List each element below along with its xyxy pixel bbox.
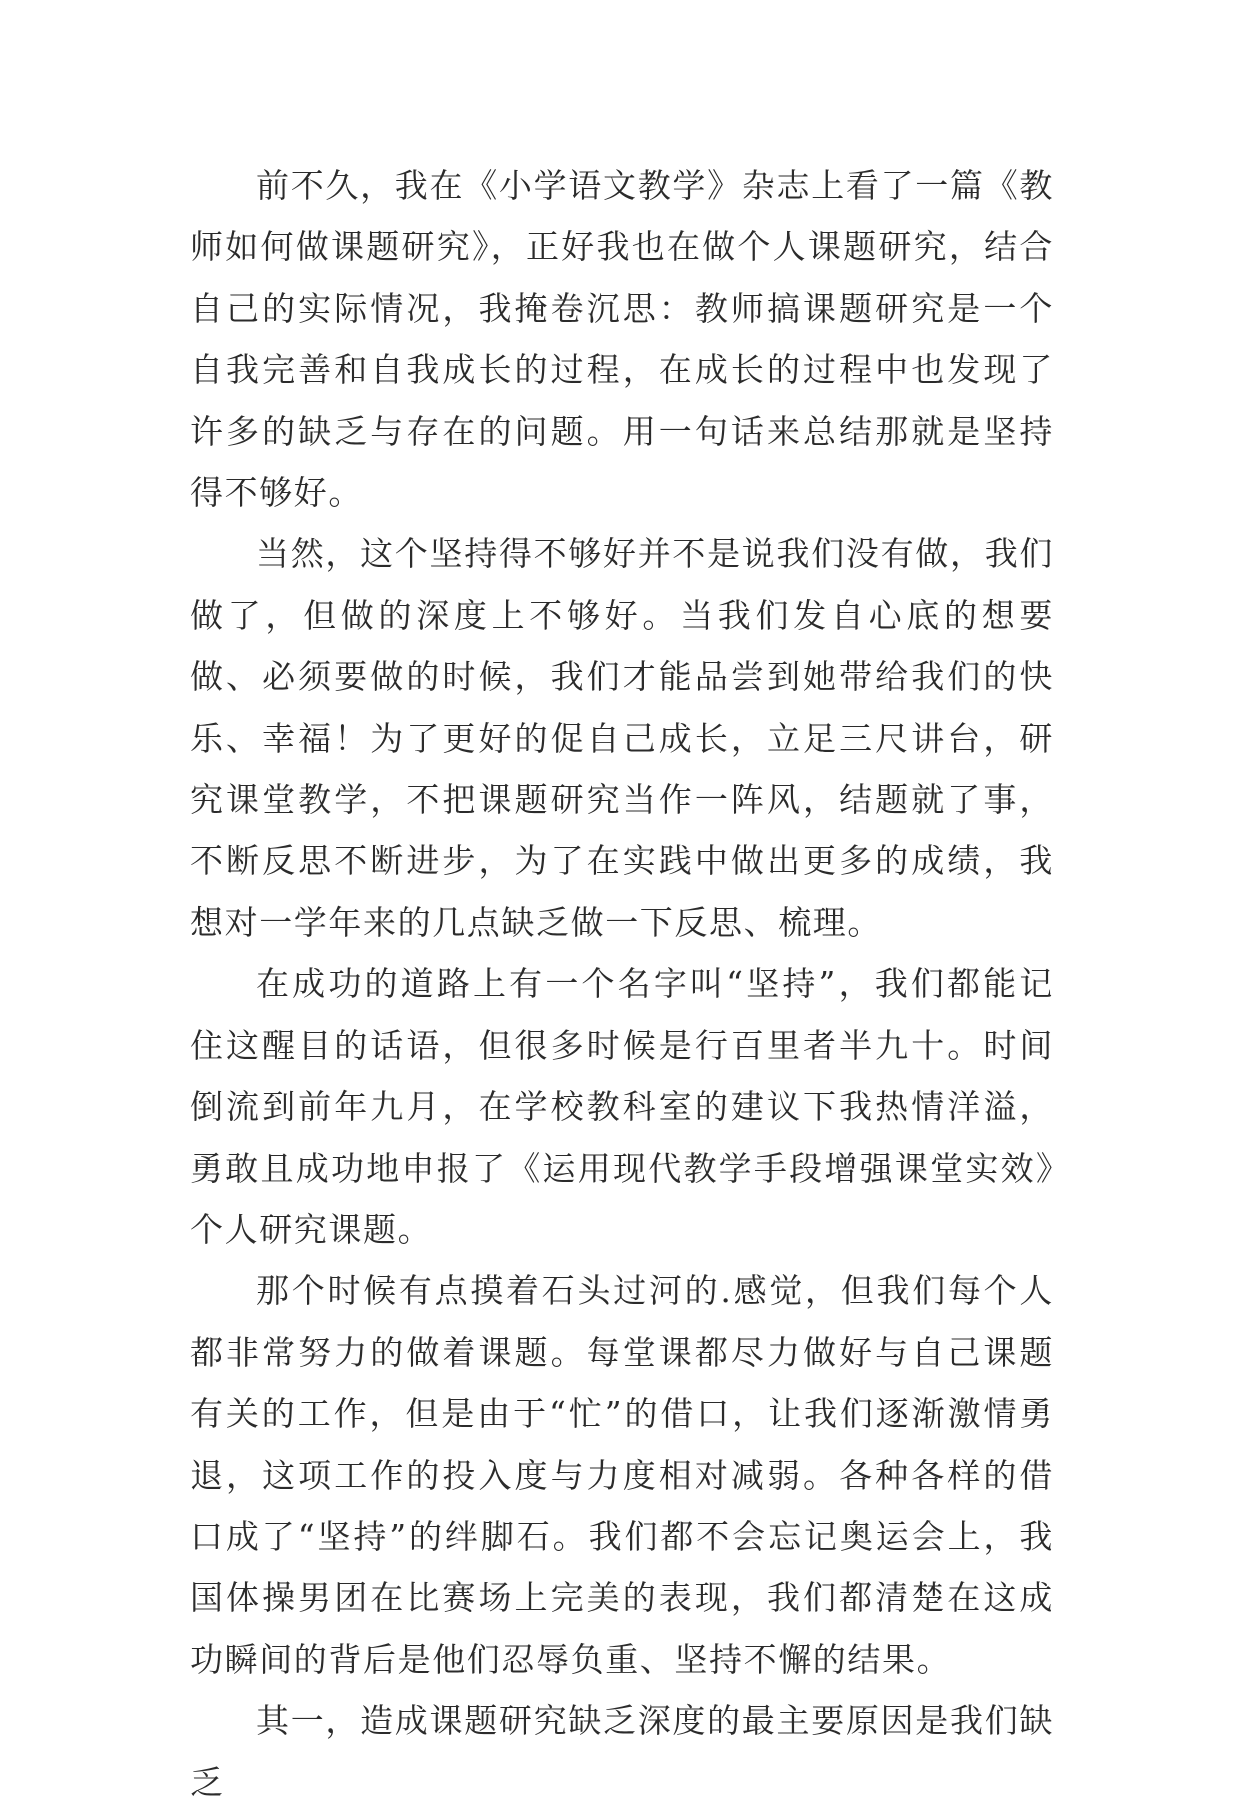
- document-body: [190, 155, 1054, 1813]
- paragraph-3: 在成功的道路上有一个名字叫“坚持”，我们都能记住这醒目的话语，但很多时候是行百里者半九十。时间倒流到前年九月，在学校教科室的建议下我热情洋溢，勇敢且成功地申报了《运用现代教学手段增强课堂实效》个人研究课题。: [190, 964, 1054, 1249]
- paragraph-5: 其一，造成课题研究缺乏深度的最主要原因是我们缺乏: [190, 1701, 1054, 1802]
- paragraph-1: 前不久，我在《小学语文教学》杂志上看了一篇《教师如何做课题研究》，正好我也在做个人课题研究，结合自己的实际情况，我掩卷沉思：教师搞课题研究是一个自我完善和自我成长的过程，在成长的过程中也发现了许多的缺乏与存在的问题。用一句话来总结那就是坚持得不够好。: [190, 166, 1054, 513]
- paragraph-4: 那个时候有点摸着石头过河的.感觉，但我们每个人都非常努力的做着课题。每堂课都尽力做好与自己课题有关的工作，但是由于“忙”的借口，让我们逐渐激情勇退，这项工作的投入度与力度相对减弱。各种各样的借口成了“坚持”的绊脚石。我们都不会忘记奥运会上，我国体操男团在比赛场上完美的表现，我们都清楚在这成功瞬间的背后是他们忍辱负重、坚持不懈的结果。: [190, 1271, 1054, 1679]
- paragraph-2: 当然，这个坚持得不够好并不是说我们没有做，我们做了，但做的深度上不够好。当我们发自心底的想要做、必须要做的时候，我们才能品尝到她带给我们的快乐、幸福！为了更好的促自己成长，立足三尺讲台，研究课堂教学，不把课题研究当作一阵风，结题就了事，不断反思不断进步，为了在实践中做出更多的成绩，我想对一学年来的几点缺乏做一下反思、梳理。: [190, 534, 1054, 942]
